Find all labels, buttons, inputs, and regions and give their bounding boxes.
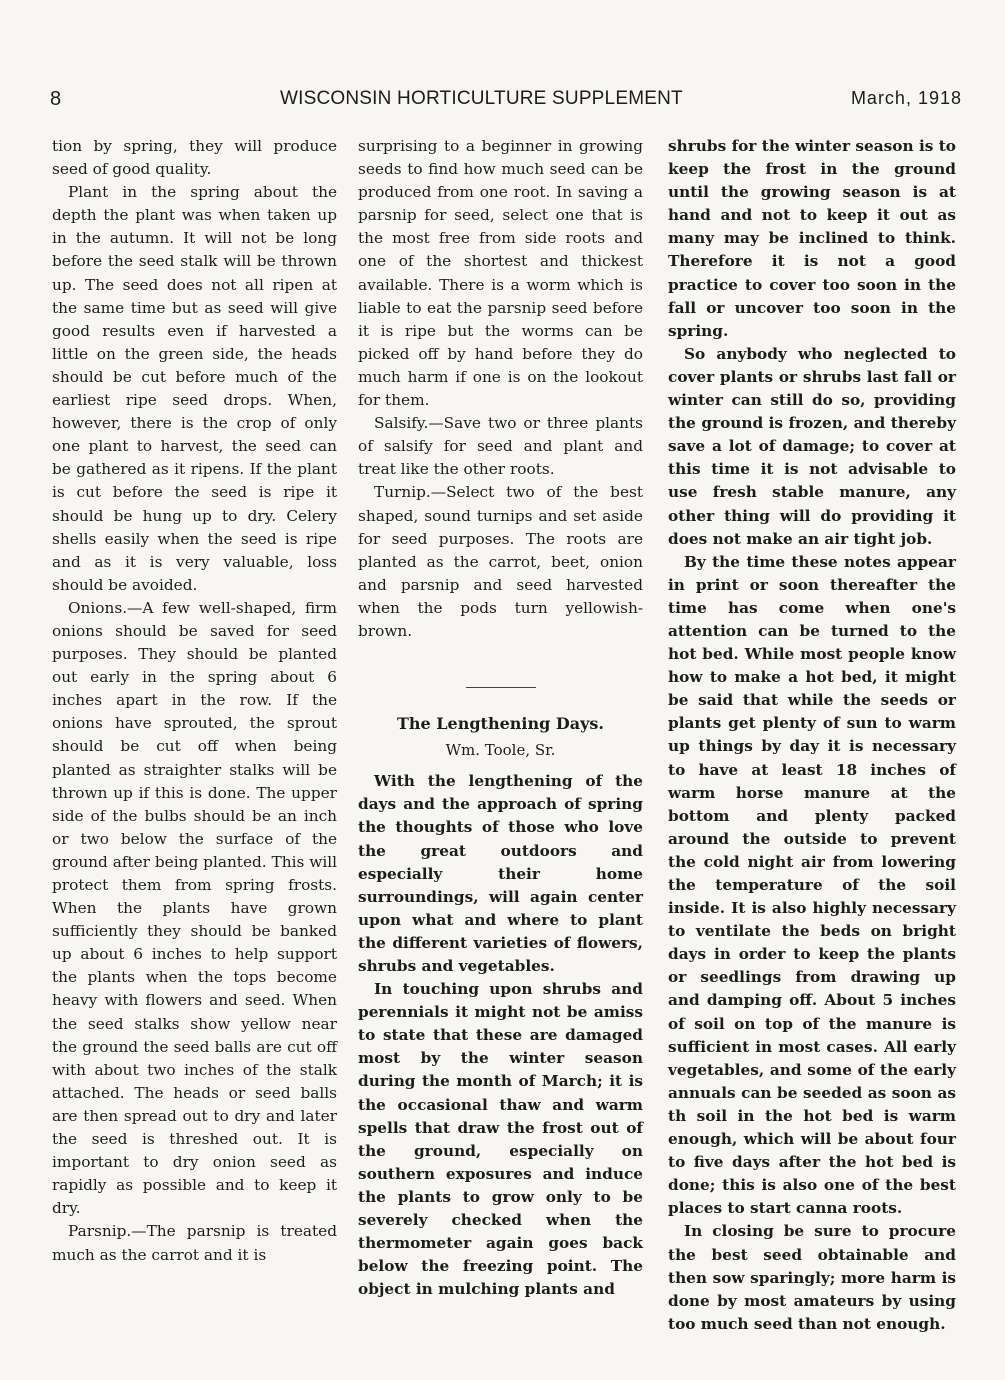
column-middle: [358, 135, 643, 1301]
journal-title: WISCONSIN HORTICULTURE SUPPLEMENT: [280, 88, 683, 109]
paragraph: shrubs for the winter season is to keep the frost in the ground until the growing season is at hand and not to keep it out as many may be inclined to think. Therefore it is not a good practice to cover too soon in the fall or uncover too soon in the spring.: [668, 137, 956, 340]
paragraph: In touching upon shrubs and perennials it might not be amiss to state that these are damaged most by the winter season during the month of March; it is the occasional thaw and warm spells that draw the frost out of the ground, especially on southern exposures and induce the plants to grow only to be severely checked when the thermometer again goes back below the freezing point. The object in mulching plants and: [358, 980, 643, 1299]
page-number: 8: [50, 88, 62, 110]
paragraph: In closing be sure to procure the best seed obtainable and then sow sparingly; more harm is done by most amateurs by using too much seed than not enough.: [668, 1222, 956, 1333]
paragraph: With the lengthening of the days and the approach of spring the thoughts of those who love the great outdoors and especially their home surroundings, will again center upon what and where to plant the different varieties of flowers, shrubs and vegetables.: [358, 772, 643, 975]
paragraph: Parsnip.—The parsnip is treated much as the carrot and it is: [52, 1222, 337, 1264]
section-divider: [466, 687, 536, 688]
issue-date: March, 1918: [850, 88, 962, 108]
paragraph: surprising to a beginner in growing seeds to find how much seed can be produced from one root. In saving a parsnip for seed, select one that is the most free from side roots and one of the shortest and thickest available. There is a worm which is liable to eat the parsnip seed before it is ripe but the worms can be picked off by hand before they do much harm if one is on the lookout for them.: [358, 137, 643, 410]
paragraph: Plant in the spring about the depth the plant was when taken up in the autumn. It will not be long before the seed stalk will be thrown up. The seed does not all ripen at the same time but as seed will give good results even if harvested a little on the green side, the heads should be cut before much of the earliest ripe seed drops. When, however, there is the crop of only one plant to harvest, the seed can be gathered as it ripens. If the plant is cut before the seed is ripe it should be hung up to dry. Celery shells easily when the seed is ripe and as it is very valuable, loss should be avoided.: [52, 183, 337, 594]
paragraph: Turnip.—Select two of the best shaped, sound turnips and set aside for seed purposes. The roots are planted as the carrot, beet, onion and parsnip and seed harvested when the pods turn yellowish-brown.: [358, 483, 643, 640]
paragraph: By the time these notes appear in print or soon thereafter the time has come when one's attention can be turned to the hot bed. While most people know how to make a hot bed, it might be said that while the seeds or plants get plenty of sun to warm up things by day it is necessary to have at least 18 inches of warm horse manure at the bottom and plenty packed around the outside to prevent the cold night air from lowering the temperature of the soil inside. It is also highly necessary to ventilate the beds on bright days in order to keep the plants or seedlings from drawing up and damping off. About 5 inches of soil on top of the manure is sufficient in most cases. All early vegetables, and some of the early annuals can be seeded as soon as th soil in the hot bed is warm enough, which will be about four to five days after the hot bed is done; this is also one of the best places to start canna roots.: [668, 552, 956, 1218]
paragraph: Salsify.—Save two or three plants of salsify for seed and plant and treat like the other roots.: [358, 414, 643, 479]
article-body: [358, 770, 643, 1301]
paragraph: So anybody who neglected to cover plants or shrubs last fall or winter can still do so, providing the ground is frozen, and thereby save a lot of damage; to cover at this time it is not advisable to use fresh stable manure, any other thing will do providing it does not make an air tight job.: [668, 344, 956, 548]
column-left: [52, 135, 337, 1267]
column-right: [668, 135, 956, 1336]
page-header: [50, 88, 962, 118]
paragraph: tion by spring, they will produce seed of good quality.: [52, 137, 337, 179]
paragraph: Onions.—A few well-shaped, firm onions should be saved for seed purposes. They should be planted out early in the spring about 6 inches apart in the row. If the onions have sprouted, the sprout should be cut off when being planted as straighter stalks will be thrown up if this is done. The upper side of the bulbs should be an inch or two below the surface of the ground after being planted. This will protect them from spring frosts. When the plants have grown sufficiently they should be banked up about 6 inches to help support the plants when the tops become heavy with flowers and seed. When the seed stalks show yellow near the ground the seed balls are cut off with about two inches of the stalk attached. The heads or seed balls are then spread out to dry and later the seed is threshed out. It is important to dry onion seed as rapidly as possible and to keep it dry.: [52, 598, 337, 1218]
article-byline: Wm. Toole, Sr.: [445, 741, 556, 760]
article-title: The Lengthening Days.: [397, 714, 604, 734]
